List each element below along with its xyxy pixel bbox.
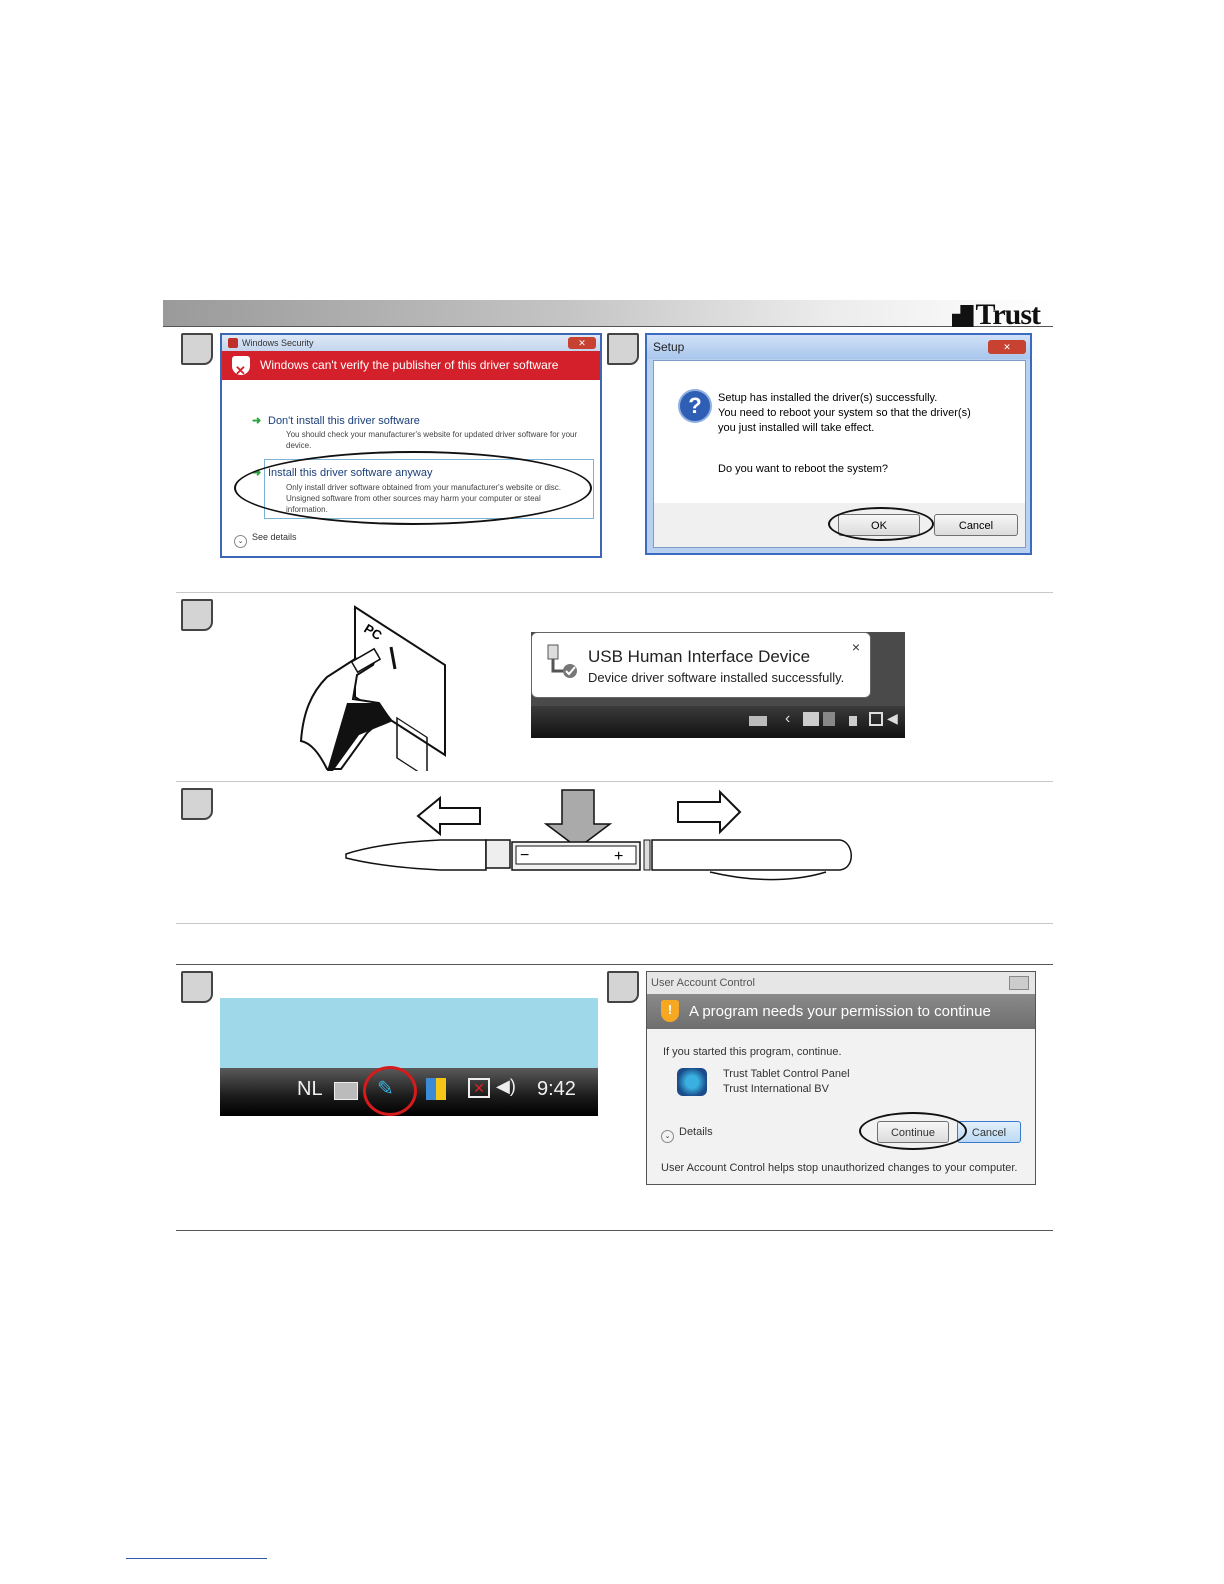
install-anyway-description: Only install driver software obtained from your manufacturer's website or disc. Unsigned software from other sources may harm your computer or steal information. (286, 483, 561, 514)
section-divider (176, 923, 1053, 924)
section-divider (176, 592, 1053, 593)
section-divider (176, 964, 1053, 965)
green-arrow-icon: ➜ (252, 467, 262, 479)
see-details-toggle[interactable]: ⌄ See details (234, 532, 297, 548)
network-icon (823, 712, 835, 726)
notification-message: Device driver software installed successfully. (588, 670, 845, 685)
setup-dialog (645, 333, 1032, 555)
close-button[interactable]: ✕ (568, 337, 596, 349)
maximize-button[interactable] (1009, 976, 1029, 990)
step-marker (181, 788, 213, 820)
chevron-left-icon[interactable]: ‹ (785, 710, 791, 727)
highlight-ellipse (234, 451, 592, 525)
dont-install-description: You should check your manufacturer's website for updated driver software for your device. (286, 430, 578, 450)
windows-security-dialog (220, 333, 602, 558)
shield-warning-icon (232, 356, 250, 375)
pc-label: PC (361, 620, 385, 644)
header-rule (163, 326, 1053, 327)
question-icon: ? (678, 389, 712, 423)
shield-warning-icon: ! (661, 1000, 679, 1022)
security-icon (228, 338, 238, 348)
speaker-icon[interactable]: ◀) (496, 1076, 516, 1096)
program-publisher: Trust International BV (723, 1083, 829, 1095)
continue-button[interactable]: Continue (877, 1121, 949, 1143)
step-marker (181, 971, 213, 1003)
cancel-button[interactable]: Cancel (957, 1121, 1021, 1143)
tablet-control-icon[interactable]: ✎ (377, 1078, 394, 1100)
chevron-down-icon: ⌄ (661, 1130, 674, 1143)
highlight-ellipse (859, 1112, 967, 1150)
section-divider (176, 781, 1053, 782)
ok-button[interactable]: OK (838, 514, 920, 536)
close-icon[interactable]: × (851, 639, 860, 655)
dialog-titlebar (647, 972, 1035, 994)
pen-battery-illustration (340, 788, 860, 888)
step-marker (607, 333, 639, 365)
program-name: Trust Tablet Control Panel (723, 1068, 850, 1080)
step-marker (181, 599, 213, 631)
uac-heading: A program needs your permission to continue (689, 1003, 991, 1020)
trust-logo-mark (952, 305, 974, 327)
usb-insert-illustration (297, 603, 447, 771)
keyboard-icon[interactable] (334, 1082, 358, 1100)
uac-banner (647, 994, 1035, 1029)
dialog-title: User Account Control (651, 977, 755, 989)
dont-install-option[interactable]: ➜ Don't install this driver software (252, 415, 420, 427)
taskbar-screenshot (220, 998, 598, 1116)
header-bar (163, 300, 1053, 327)
app-tray-icon[interactable] (426, 1078, 446, 1100)
dialog-title: Setup (653, 340, 685, 354)
signal-icon (849, 716, 857, 726)
uac-dialog (646, 971, 1036, 1185)
highlight-circle (363, 1066, 417, 1116)
notification-title: USB Human Interface Device (588, 647, 811, 666)
dialog-title: Windows Security (242, 338, 314, 348)
network-disconnected-icon[interactable]: ✕ (468, 1078, 490, 1098)
uac-footer: User Account Control helps stop unauthorized changes to your computer. (661, 1162, 1018, 1174)
speaker-icon: ◀ (887, 710, 898, 726)
step-marker (181, 333, 213, 365)
tray-strip (531, 706, 905, 738)
setup-message: Setup has installed the driver(s) successfully. You need to reboot your system so that the driver(s) you just installed will take effect. (718, 392, 971, 434)
section-divider (176, 1230, 1053, 1231)
plus-sign: + (614, 848, 624, 865)
warning-heading: Windows can't verify the publisher of this driver software (260, 358, 559, 372)
details-toggle[interactable]: ⌄ Details (661, 1126, 713, 1143)
minus-sign: − (520, 847, 530, 864)
highlight-ellipse (828, 507, 934, 541)
step-marker (607, 971, 639, 1003)
usb-notification-screenshot (531, 632, 905, 738)
uac-intro: If you started this program, continue. (663, 1046, 842, 1058)
green-arrow-icon: ➜ (252, 415, 262, 427)
language-indicator[interactable]: NL (297, 1078, 323, 1100)
tablet-control-icon (677, 1068, 707, 1096)
clock[interactable]: 9:42 (537, 1078, 576, 1100)
notification-balloon[interactable] (531, 632, 871, 698)
dialog-body (653, 360, 1026, 548)
dialog-titlebar (222, 335, 600, 351)
dialog-titlebar (647, 335, 1030, 359)
reboot-question: Do you want to reboot the system? (718, 463, 888, 475)
footnote-rule (126, 1558, 267, 1559)
warning-banner (222, 351, 600, 380)
keyboard-icon (749, 716, 767, 726)
device-icon (803, 712, 819, 726)
display-icon (869, 712, 883, 726)
dialog-footer (654, 503, 1025, 547)
usb-device-icon (544, 643, 578, 679)
cancel-button[interactable]: Cancel (934, 514, 1018, 536)
close-button[interactable]: ✕ (988, 340, 1026, 354)
chevron-down-icon: ⌄ (234, 535, 247, 548)
desktop-background (220, 998, 598, 1068)
install-anyway-option[interactable]: ➜ Install this driver software anyway (252, 467, 433, 479)
trust-logo: Trust (952, 298, 1040, 332)
